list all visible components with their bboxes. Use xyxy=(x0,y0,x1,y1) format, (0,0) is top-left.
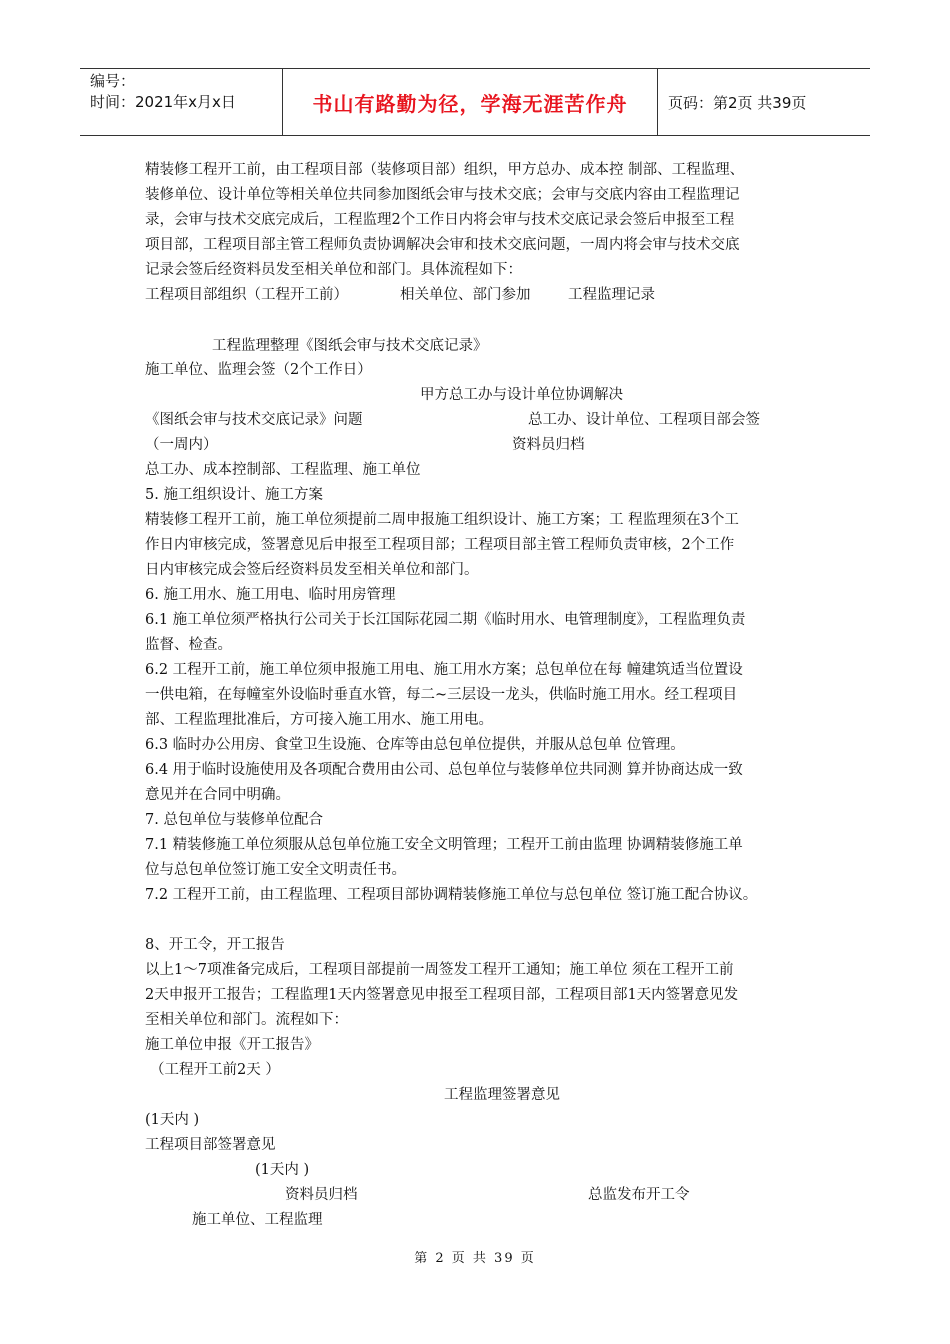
flow-step: 工程监理整理《图纸会审与技术交底记录》 xyxy=(212,338,488,354)
header-motto: 书山有路勤为径，学海无涯苦作舟 xyxy=(283,69,658,135)
text-line: 7.1 精装修施工单位须服从总包单位施工安全文明管理；工程开工前由监理 协调精装修施工单 xyxy=(145,837,743,853)
flow-step: 《图纸会审与技术交底记录》问题 xyxy=(145,412,363,428)
text-line: 作日内审核完成，签署意见后申报至工程项目部；工程项目部主管工程师负责审核，2个工作 xyxy=(145,537,735,553)
flow-step: （工程开工前2天 ） xyxy=(150,1062,280,1078)
text-line: 6.1 施工单位须严格执行公司关于长江国际花园二期《临时用水、电管理制度》，工程监理负责 xyxy=(145,612,746,628)
text-line: 6.3 临时办公用房、食堂卫生设施、仓库等由总包单位提供，并服从总包单 位管理。 xyxy=(145,737,685,753)
flow-step: 施工单位、监理会签（2个工作日） xyxy=(145,362,372,378)
section-heading: 6. 施工用水、施工用电、临时用房管理 xyxy=(145,587,396,603)
date-label: 时间：2021年x月x日 xyxy=(90,93,236,111)
text-line: 精装修工程开工前，由工程项目部（装修项目部）组织，甲方总办、成本控 制部、工程监理、 xyxy=(145,162,745,178)
text-line: 记录会签后经资料员发至相关单位和部门。具体流程如下： xyxy=(145,262,522,278)
text-line: 录，会审与技术交底完成后，工程监理2个工作日内将会审与技术交底记录会签后申报至工程 xyxy=(145,212,735,228)
text-line: 一供电箱，在每幢室外设临时垂直水管，每二~三层设一龙头，供临时施工用水。经工程项目 xyxy=(145,687,738,703)
flow-step: 工程项目部组织（工程开工前） xyxy=(145,287,348,303)
flow-step: （一周内） xyxy=(145,437,218,453)
flow-step: 施工单位申报《开工报告》 xyxy=(145,1037,319,1053)
code-label: 编号： xyxy=(90,72,136,90)
flow-step: 资料员归档 xyxy=(512,437,585,453)
text-line: 6.4 用于临时设施使用及各项配合费用由公司、总包单位与装修单位共同测 算并协商达成一致 xyxy=(145,762,743,778)
text-line: 以上1～7项准备完成后，工程项目部提前一周签发工程开工通知；施工单位 须在工程开工前 xyxy=(145,962,734,978)
section-heading: 7. 总包单位与装修单位配合 xyxy=(145,812,323,828)
text-line: 装修单位、设计单位等相关单位共同参加图纸会审与技术交底；会审与交底内容由工程监理记 xyxy=(145,187,740,203)
page-header xyxy=(80,68,870,136)
text-line: 项目部，工程项目部主管工程师负责协调解决会审和技术交底问题，一周内将会审与技术交底 xyxy=(145,237,740,253)
flow-step: 总工办、设计单位、工程项目部会签 xyxy=(528,412,760,428)
flow-step: 总监发布开工令 xyxy=(588,1187,690,1203)
flow-step: 工程监理签署意见 xyxy=(444,1087,560,1103)
flow-step: 工程监理记录 xyxy=(568,287,655,303)
text-line: 意见并在合同中明确。 xyxy=(145,787,290,803)
flow-step: 工程项目部签署意见 xyxy=(145,1137,276,1153)
flow-step: 甲方总工办与设计单位协调解决 xyxy=(420,387,623,403)
text-line: 7.2 工程开工前，由工程监理、工程项目部协调精装修施工单位与总包单位 签订施工配合协议。 xyxy=(145,887,758,903)
flow-step: (1天内 ) xyxy=(145,1112,200,1128)
flow-step: 资料员归档 xyxy=(285,1187,358,1203)
text-line: 精装修工程开工前，施工单位须提前二周申报施工组织设计、施工方案；工 程监理须在3个工 xyxy=(145,512,739,528)
flow-step: 总工办、成本控制部、工程监理、施工单位 xyxy=(145,462,421,478)
section-heading: 5. 施工组织设计、施工方案 xyxy=(145,487,323,503)
text-line: 位与总包单位签订施工安全文明责任书。 xyxy=(145,862,406,878)
text-line: 2天申报开工报告；工程监理1天内签署意见申报至工程项目部，工程项目部1天内签署意见发 xyxy=(145,987,739,1003)
text-line: 部、工程监理批准后，方可接入施工用水、施工用电。 xyxy=(145,712,493,728)
section-heading: 8、开工令，开工报告 xyxy=(145,937,285,953)
text-line: 监督、检查。 xyxy=(145,637,232,653)
flow-step: 相关单位、部门参加 xyxy=(400,287,531,303)
text-line: 至相关单位和部门。流程如下： xyxy=(145,1012,348,1028)
text-line: 6.2 工程开工前，施工单位须申报施工用电、施工用水方案；总包单位在每 幢建筑适当位置设 xyxy=(145,662,743,678)
flow-step: 施工单位、工程监理 xyxy=(192,1212,323,1228)
flow-step: (1天内 ) xyxy=(255,1162,310,1178)
page-footer: 第 2 页 共 39 页 xyxy=(414,1251,536,1266)
text-line: 日内审核完成会签后经资料员发至相关单位和部门。 xyxy=(145,562,479,578)
header-page-info: 页码：第2页 共39页 xyxy=(668,93,807,112)
header-meta xyxy=(80,69,283,135)
